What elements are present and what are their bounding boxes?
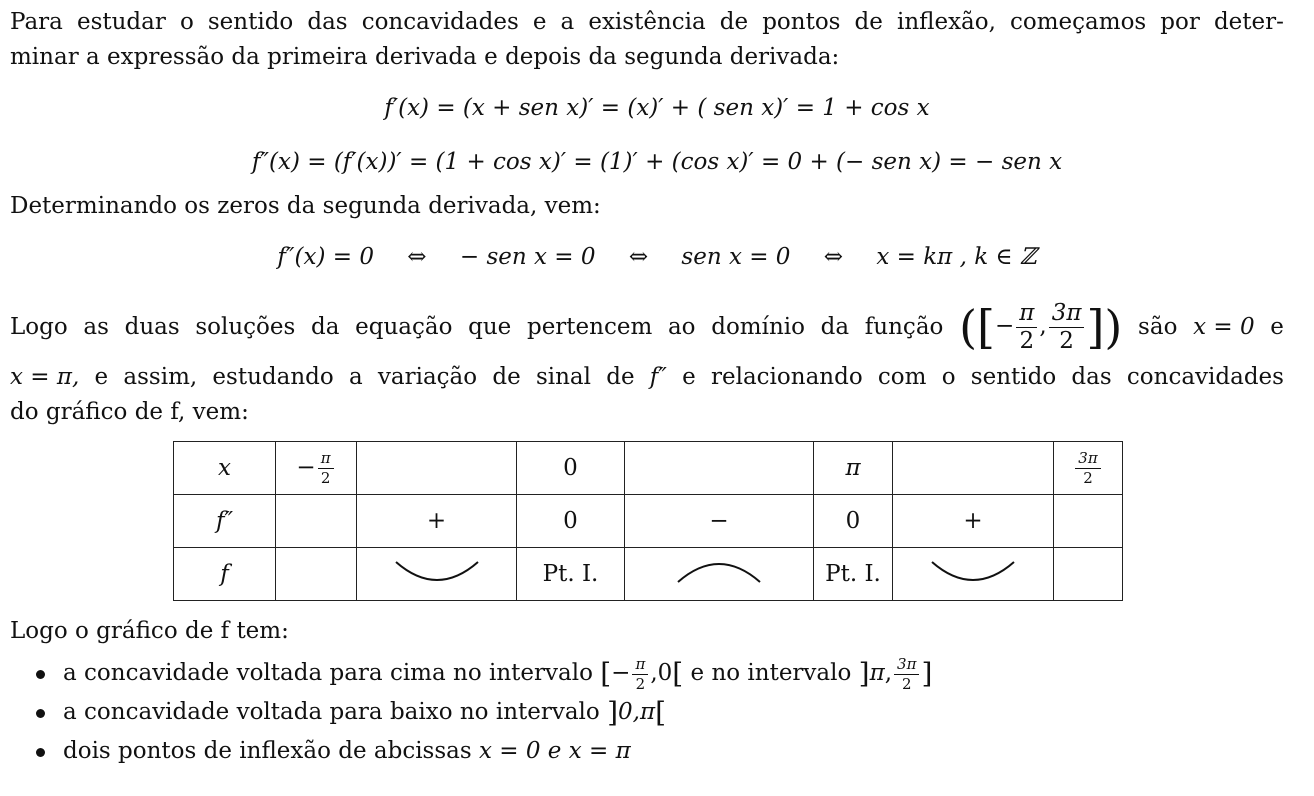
word: das [307,9,348,35]
zeros-eq-part-d: x = kπ , k ∈ ℤ [876,244,1037,270]
interval-down: ]0,π[ [607,696,667,729]
word: função [864,313,944,340]
word: estudando [212,364,334,390]
concave-up-icon [392,556,482,586]
conclusion-list [36,654,932,770]
word: assim, [123,364,198,390]
bullet-icon [36,748,45,757]
word: pontos [762,9,841,35]
word: e [1270,313,1284,340]
cell-lower-bound: − $\frac{\pi}{2}$ [276,442,357,495]
word: domínio [711,313,805,340]
word: Para [10,9,63,35]
word: a [560,9,575,35]
word: existência [588,9,706,35]
second-derivative-equation: f″(x) = (f′(x))′ = (1 + cos x)′ = (1)′ + (cos x)′ = 0 + (− sen x) = − sen x [251,149,1063,175]
zeros-eq-part-b: − sen x = 0 [459,244,596,270]
word: inflexão, [896,9,996,35]
word: de [606,364,635,390]
concave-up-icon [928,556,1018,586]
word: o [179,9,194,35]
word: e [532,9,547,35]
word: concavidades [361,9,519,35]
concave-up-cell [893,548,1054,601]
logo-line-3: do gráfico de f, vem: [10,399,249,425]
word: e [682,364,696,390]
word: sentido [207,9,294,35]
inflection-abscissas: x = 0 e x = π [479,738,631,764]
zeros-eq-part-c: sen x = 0 [681,244,791,270]
cell-upper-bound: $\frac{3\pi}{2}$ [1054,442,1123,495]
domain-upper-fraction: $\frac{3\pi}{2}$ [1049,302,1085,353]
math-inline: f″ [649,364,667,390]
sign-positive: + [357,495,517,548]
list-item: a concavidade voltada para cima no intervalo [− $\frac{\pi}{2}$ ,0[ e no intervalo ]π, $\frac{3\pi}{2}$ ] [36,654,932,693]
list-item: dois pontos de inflexão de abcissas x = 0 e x = π [36,732,932,770]
intro-line-2: minar a expressão da primeira derivada e depois da segunda derivada: [10,44,840,70]
math-inline: x = π, [10,364,80,390]
word: o [941,364,956,390]
word: de [492,364,521,390]
word: relacionando [711,364,863,390]
word: que [468,313,512,340]
sign-negative: − [625,495,814,548]
word: começamos [1010,9,1147,35]
interval-up-1: [− $\frac{\pi}{2}$ ,0[ [600,654,684,693]
word: variação [377,364,478,390]
concave-down-cell [625,548,814,601]
table-cell [276,495,357,548]
word: soluções [195,313,296,340]
word: com [877,364,927,390]
word: concavidades [1126,364,1284,390]
word: Logo [10,313,68,340]
word: das [1071,364,1112,390]
conclusion-intro: Logo o gráfico de f tem: [10,618,289,644]
zeros-eq-part-a: f″(x) = 0 [277,244,374,270]
table-row-f [174,548,1123,601]
bullet-icon [36,709,45,718]
sign-positive: + [893,495,1054,548]
row-label-f-second: f″ [174,495,276,548]
row-label-f: f [174,548,276,601]
table-cell [893,442,1054,495]
row-label-x: x [174,442,276,495]
table-cell [276,548,357,601]
math-inline: x = 0 [1193,313,1255,340]
interval-up-2: ]π, $\frac{3\pi}{2}$ ] [858,654,933,693]
word: de [854,9,883,35]
table-row-second-derivative [174,495,1123,548]
word: estudar [76,9,166,35]
word: são [1138,313,1178,340]
word: por [1160,9,1200,35]
word: a [348,364,363,390]
first-derivative-equation: f′(x) = (x + sen x)′ = (x)′ + ( sen x)′ = 1 + cos x [384,95,930,121]
bullet-icon [36,670,45,679]
iff-symbol: ⇔ [823,244,844,270]
word: da [311,313,340,340]
table-row-x [174,442,1123,495]
word: deter- [1213,9,1284,35]
word: pertencem [526,313,653,340]
logo-line-1 [10,296,1284,357]
table-cell [625,442,814,495]
sign-zero: 0 [814,495,893,548]
zeros-equation [0,237,1314,277]
sign-zero: 0 [517,495,625,548]
word: duas [124,313,180,340]
logo-line-2 [10,360,1284,394]
domain-lower-fraction: $\frac{\pi}{2}$ [1016,302,1037,353]
cell-pi: π [814,442,893,495]
word: ao [667,313,696,340]
inflection-point-cell: Pt. I. [517,548,625,601]
inflection-point-cell: Pt. I. [814,548,893,601]
word: sinal [535,364,591,390]
concave-up-cell [357,548,517,601]
word: de [719,9,749,35]
function-domain: ([− $\frac{\pi}{2}$ , $\frac{3\pi}{2}$ ]) [959,299,1123,354]
word: da [820,313,850,340]
table-cell [1054,495,1123,548]
table-cell [1054,548,1123,601]
list-item: a concavidade voltada para baixo no intervalo ]0,π[ [36,693,932,732]
concave-down-icon [674,556,764,586]
sign-variation-table [173,441,1123,601]
cell-zero: 0 [517,442,625,495]
zeros-intro-text: Determinando os zeros da segunda derivada, vem: [10,193,601,219]
word: equação [355,313,453,340]
word: as [83,313,109,340]
iff-symbol: ⇔ [628,244,649,270]
intro-line-1 [10,5,1284,39]
iff-symbol: ⇔ [407,244,427,270]
table-cell [357,442,517,495]
word: e [94,364,109,390]
word: sentido [970,364,1057,390]
